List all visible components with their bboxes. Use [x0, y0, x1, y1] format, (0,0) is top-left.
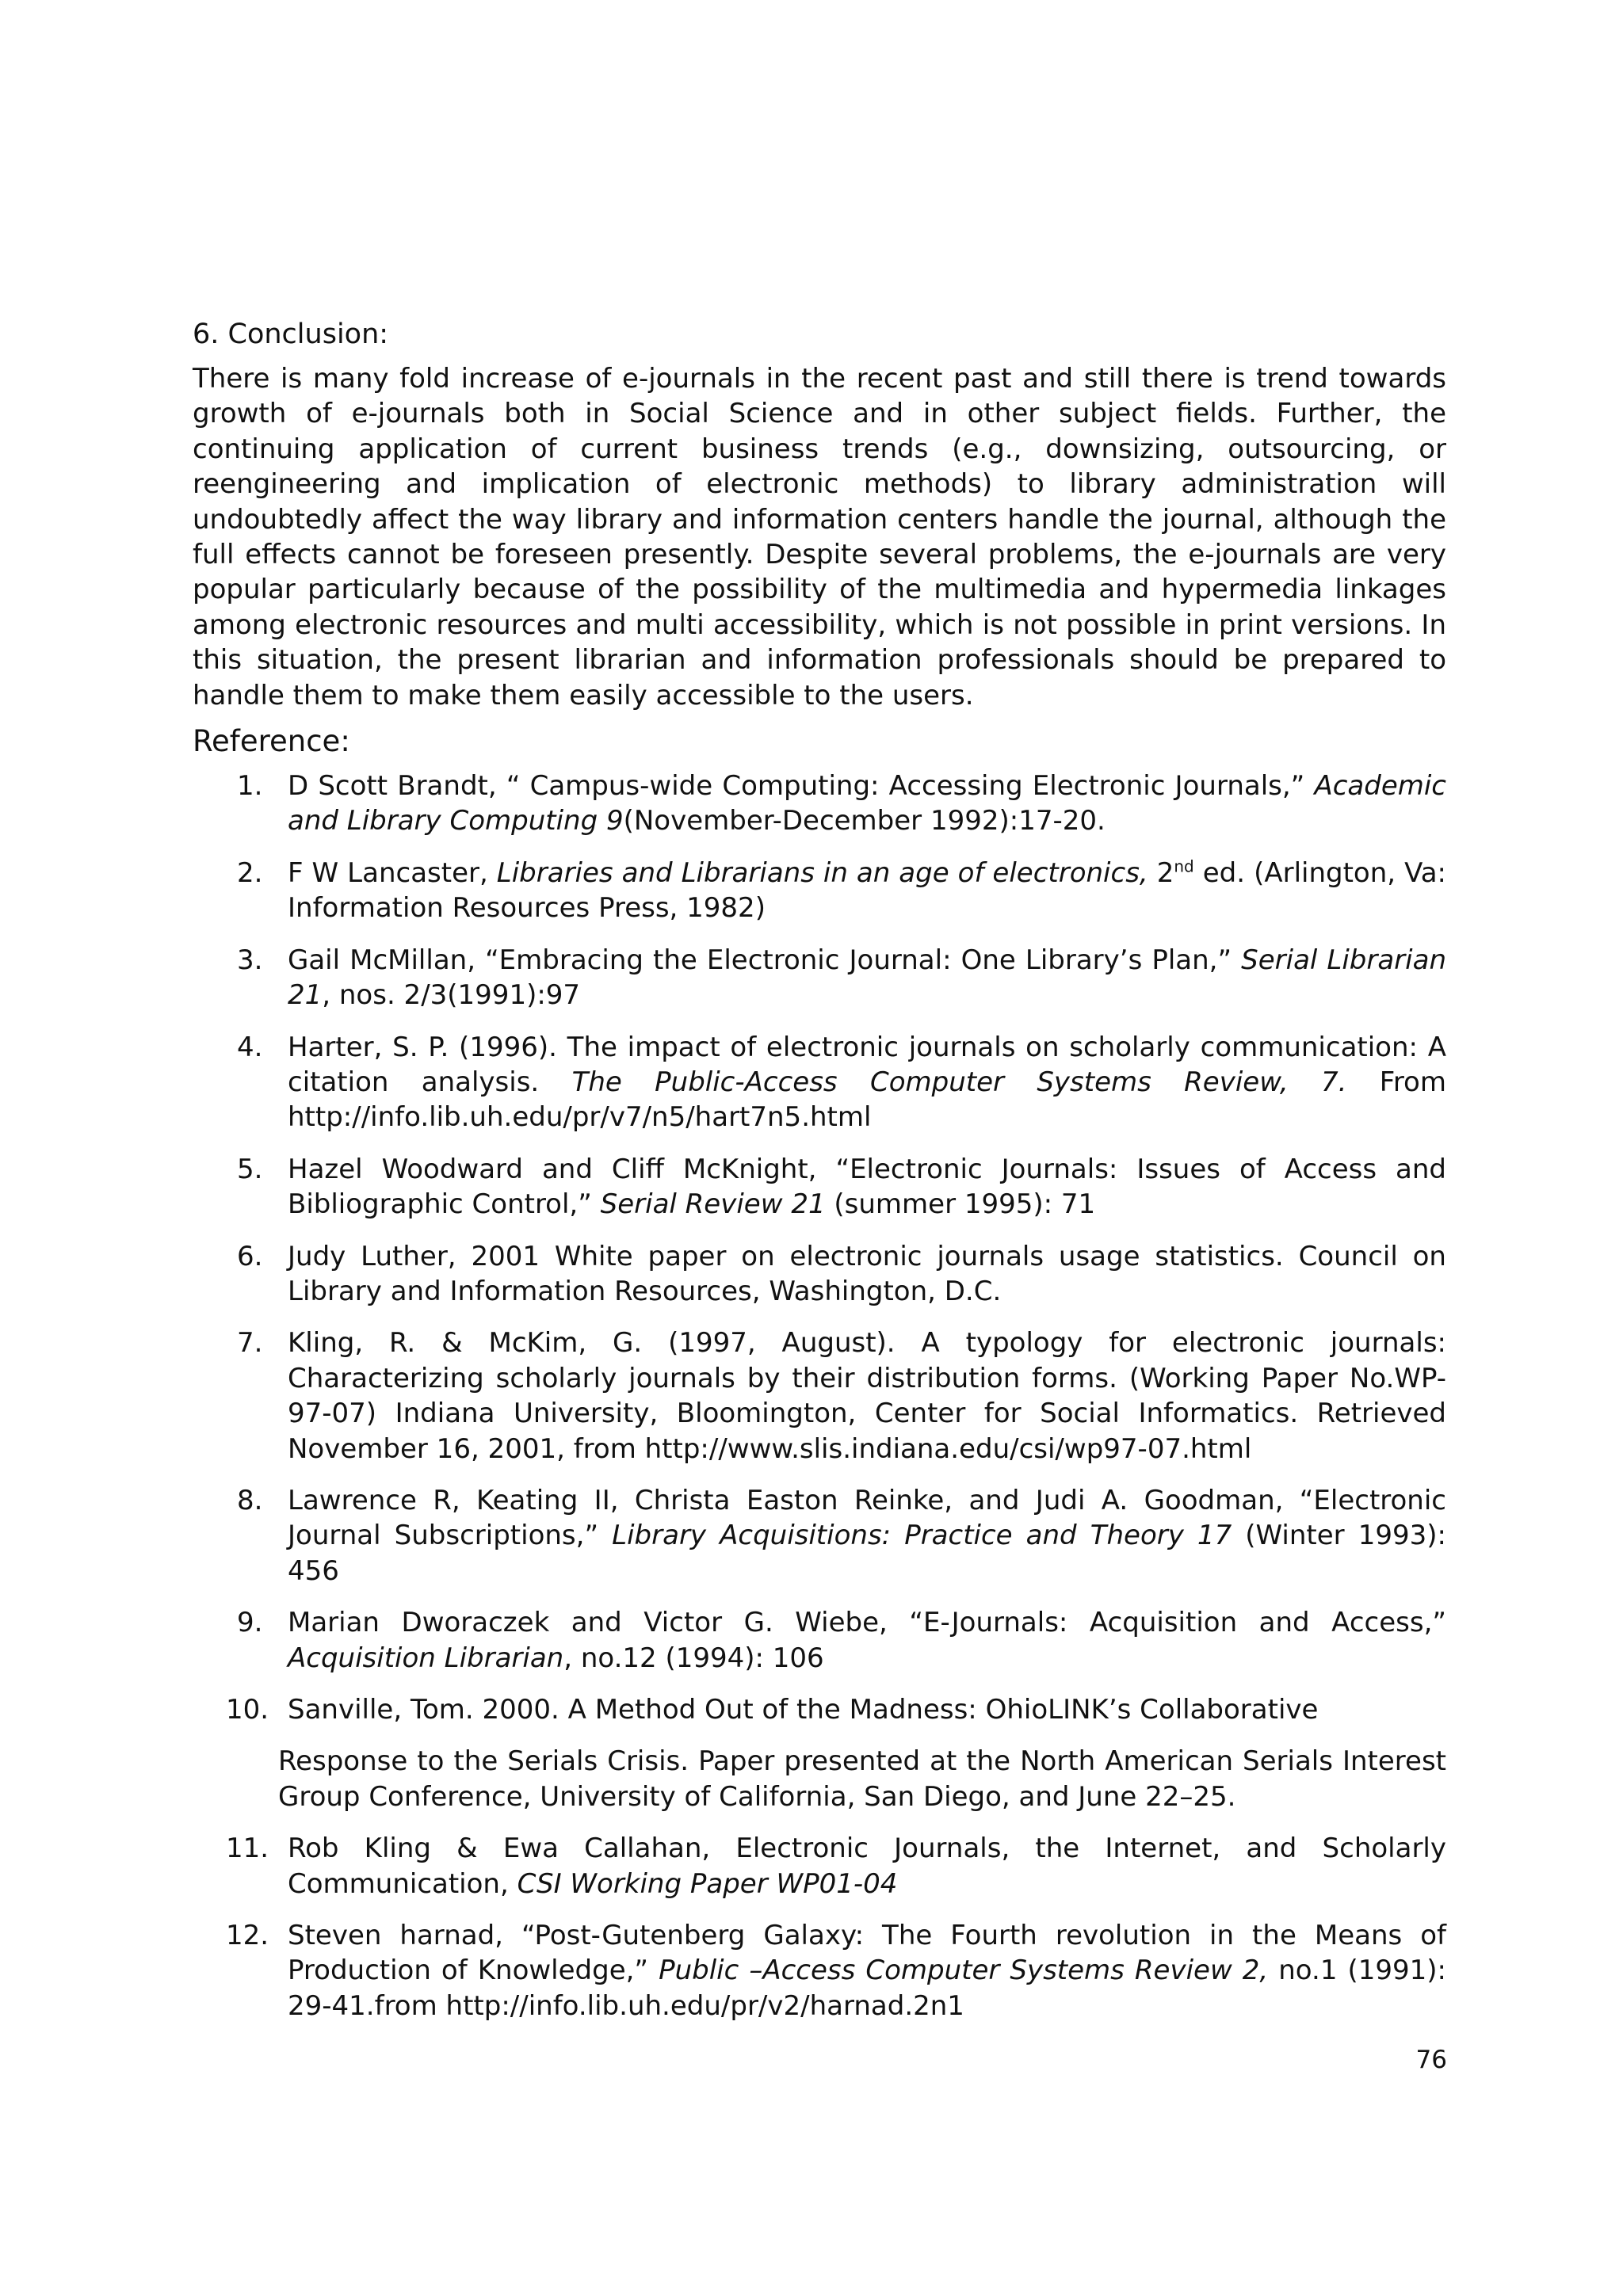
- reference-item: 6. Judy Luther, 2001 White paper on electronic journals usage statistics. Council on Library and Information Resources, Washington, D.C.: [237, 1240, 1446, 1307]
- conclusion-heading: 6. Conclusion:: [193, 318, 389, 350]
- reference-item: 7. Kling, R. & McKim, G. (1997, August). A typology for electronic journals: Characterizing scholarly journals by their distribution forms. (Working Paper No.WP-97-07) Indiana University, Bloomington, Center for Social Informatics. Retrieved November 16, 2001, from http://www.slis.indiana.edu/csi/wp97-07.html: [237, 1327, 1446, 1465]
- reference-item: 11. Rob Kling & Ewa Callahan, Electronic Journals, the Internet, and Scholarly Communication, CSI Working Paper WP01-04: [226, 1833, 1446, 1900]
- reference-item: 3. Gail McMillan, “Embracing the Electronic Journal: One Library’s Plan,” Serial Librarian 21, nos. 2/3(1991):97: [237, 944, 1446, 1012]
- reference-item: 4. Harter, S. P. (1996). The impact of electronic journals on scholarly communication: A citation analysis. The Public-Access Computer Systems Review, 7. From http://info.lib.uh.edu/pr/v7/n5/hart7n5.html: [237, 1031, 1446, 1134]
- reference-list: [193, 769, 1446, 2023]
- reference-item: 9. Marian Dworaczek and Victor G. Wiebe, “E-Journals: Acquisition and Access,” Acquisition Librarian, no.12 (1994): 106: [237, 1607, 1446, 1674]
- reference-item: 8. Lawrence R, Keating II, Christa Easton Reinke, and Judi A. Goodman, “Electronic Journal Subscriptions,” Library Acquisitions: Practice and Theory 17 (Winter 1993): 456: [237, 1484, 1446, 1587]
- reference-item: 10. Sanville, Tom. 2000. A Method Out of the Madness: OhioLINK’s Collaborative Response to the Serials Crisis. Paper presented at the North American Serials Interest Group Conference, University of California, San Diego, and June 22–25.: [193, 1692, 1446, 1814]
- reference-heading: Reference:: [193, 724, 350, 759]
- conclusion-paragraph: There is many fold increase of e-journals in the recent past and still there is trend towards growth of e-journals both in Social Science and in other subject fields. Further, the continuing application of current business trends (e.g., downsizing, outsourcing, or reengineering and implication of electronic methods) to library administration will undoubtedly affect the way library and information centers handle the journal, although the full effects cannot be foreseen presently. Despite several problems, the e-journals are very popular particularly because of the possibility of the multimedia and hypermedia linkages among electronic resources and multi accessibility, which is not possible in print versions. In this situation, the present librarian and information professionals should be prepared to handle them to make them easily accessible to the users.: [193, 363, 1446, 711]
- page-content: [193, 317, 1446, 2040]
- reference-item: 1. D Scott Brandt, “ Campus-wide Computing: Accessing Electronic Journals,” Academic and Library Computing 9(November-December 1992):17-20.: [237, 770, 1446, 837]
- reference-item: 2. F W Lancaster, Libraries and Librarians in an age of electronics, 2nd ed. (Arlington, Va: Information Resources Press, 1982): [237, 856, 1446, 925]
- reference-item: 5. Hazel Woodward and Cliff McKnight, “Electronic Journals: Issues of Access and Bibliographic Control,” Serial Review 21 (summer 1995): 71: [237, 1153, 1446, 1221]
- reference-continuation: Response to the Serials Crisis. Paper presented at the North American Serials Interest Group Conference, University of California, San Diego, and June 22–25.: [278, 1745, 1446, 1813]
- page-number: 76: [1415, 2046, 1447, 2074]
- reference-item: 12. Steven harnad, “Post-Gutenberg Galaxy: The Fourth revolution in the Means of Production of Knowledge,” Public –Access Computer Systems Review 2, no.1 (1991): 29-41.from http://info.lib.uh.edu/pr/v2/harnad.2n1: [226, 1920, 1446, 2022]
